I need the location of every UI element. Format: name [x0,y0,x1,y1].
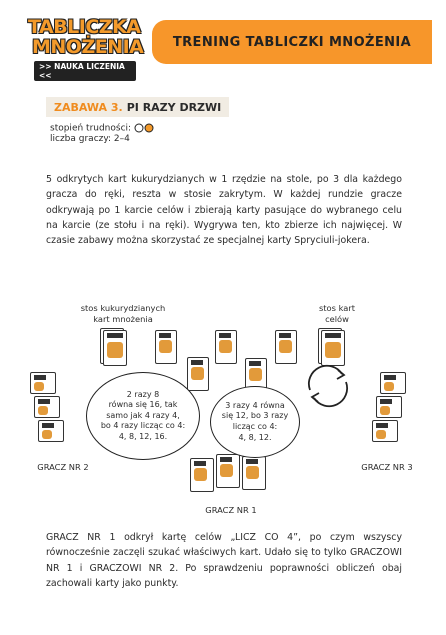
goal-label-line2: celów [325,313,349,324]
player3-card [376,396,402,418]
player2-card [30,372,56,394]
header-banner [152,20,432,64]
speech-bubble-left [86,372,200,460]
banner-title: TRENING TABLICZKI MNOŻENIA [172,34,412,50]
bubble-right-line: licząc co 4: [232,422,278,431]
players-count: liczba graczy: 2–4 [50,134,130,144]
table-card [275,330,297,364]
logo-title-line1: TABLICZKA [28,16,141,38]
bubble-left-line: samo jak 4 razy 4, [106,410,180,420]
table-card [187,357,209,391]
player1-card [242,456,266,490]
logo-subtitle: >> NAUKA LICZENIA << [34,61,136,81]
difficulty-label: stopień trudności: [50,123,132,134]
rules-paragraph: 5 odkrytych kart kukurydzianych w 1 rzędzie na stole, po 3 dla każdego gracza do ręki, reszta w stosie zakrytym. W każdej rundzie gracze odkrywają po 1 karcie celów i zbierają karty pasujące do wybranego celu na karcie (ze stołu i na ręki). Wygrywa ten, kto zbierze ich najwięcej. W czasie zabawy można skorzystać ze specjalnej karty Spryciuli-jokera. [46,174,402,247]
stock-label-line1: stos kukurydzianych [80,303,166,313]
bubble-left-line: 2 razy 8 [126,389,160,399]
player2-label: GRACZ NR 2 [37,462,89,472]
difficulty-row [50,123,156,134]
bubble-left-line: równa się 16, tak [108,400,178,410]
goal-label-line1: stos kart [318,303,356,313]
player1-label: GRACZ NR 1 [205,505,257,515]
stock-label [68,303,178,324]
bubble-right-line: się 12, bo 3 razy [221,411,289,421]
goal-label [302,303,372,324]
bubble-left-line: 4, 8, 12, 16. [118,431,168,441]
table-card [215,330,237,364]
stock-label-line2: kart mnożenia [93,313,153,324]
player3-card [380,372,406,394]
section-number: ZABAWA 3. [54,100,123,114]
player3-card [372,420,398,442]
example-paragraph: GRACZ NR 1 odkrył kartę celów „LICZ CO 4”, po czym wszyscy równocześnie zaczęli szukać właściwych kart. Udało się to tylko GRACZOWI NR 1 i GRACZOWI NR 2. Po sprawdzeniu poprawności obliczeń obaj zachowali karty jako punkty. [46,532,402,589]
speech-bubble-right [210,386,300,458]
cycle-arrows-icon [300,360,356,410]
section-name: PI RAZY DRZWI [126,100,222,114]
player1-card [216,454,240,488]
player1-card [190,458,214,492]
bubble-right-line: 3 razy 4 równa [225,400,285,410]
player2-card [38,420,64,442]
player3-label: GRACZ NR 3 [361,462,413,472]
logo [28,14,144,80]
table-card [155,330,177,364]
brain-difficulty-icon [134,123,156,133]
player2-card [34,396,60,418]
section-title [46,97,229,117]
bubble-right-line: 4, 8, 12. [238,432,272,442]
logo-title-line2: MNOŻENIA [32,36,144,58]
card [103,330,127,366]
bubble-left-line: bo 4 razy licząc co 4: [100,421,186,431]
